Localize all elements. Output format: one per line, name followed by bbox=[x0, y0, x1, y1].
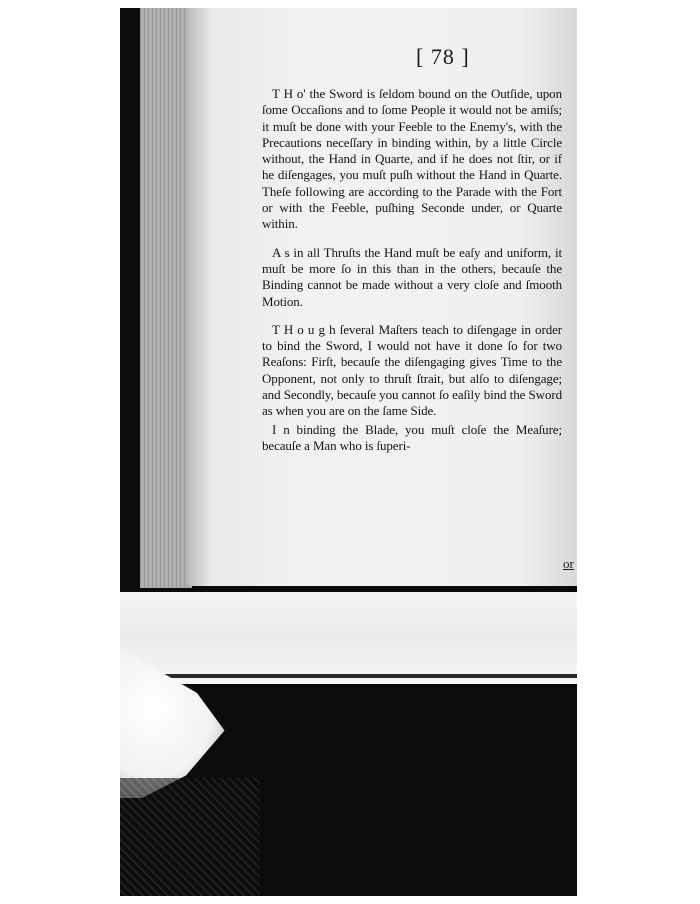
paragraph-4 bbox=[262, 422, 562, 455]
paragraph-lead: I n bbox=[272, 421, 290, 437]
light-band-below-page bbox=[120, 592, 577, 684]
page-body bbox=[262, 86, 562, 456]
paragraph-text: ſeveral Maſters teach to diſengage in order to bind the Sword, I would not have it done ſo for two Reaſons: Firſt, becauſe the diſengaging gives Time to the Opponent, not only to thruſt ſtrait, but alſo to diſengage; and Secondly, becauſe you cannot ſo eaſily bind the Sword as when you are on the ſame Side. bbox=[262, 321, 562, 419]
book-page bbox=[188, 8, 577, 586]
paragraph-text: the Sword is ſeldom bound on the Outſide, upon ſome Occaſions and to ſome People it would not be amiſs; it muſt be done with your Feeble to the Enemy's, with the Precautions neceſſary in binding within, by a little Circle without, the Hand in Quarte, and if he does not ſtir, or if he diſengages, you muſt puſh without the Hand in Quarte. Theſe following are according to the Parade with the Fort or with the Feeble, puſhing Seconde under, or Quarte within. bbox=[262, 86, 562, 232]
page-number: [ 78 ] bbox=[416, 44, 470, 69]
paragraph-text: in all Thruſts the Hand muſt be eaſy and uniform, it muſt be more ſo in this than in the others, becauſe the Binding cannot be made without a very cloſe and ſmooth Motion. bbox=[262, 244, 563, 309]
paragraph-1 bbox=[262, 86, 562, 233]
scanned-book-photo bbox=[120, 8, 577, 896]
paragraph-lead: T H o' bbox=[272, 86, 306, 101]
paragraph-lead: A s bbox=[272, 244, 290, 260]
paragraph-text: binding the Blade, you muſt cloſe the Meaſure; becauſe a Man who is ſuperi- bbox=[262, 421, 562, 453]
fabric-texture bbox=[120, 778, 260, 896]
paragraph-2 bbox=[262, 245, 562, 310]
paragraph-lead: T H o u g h bbox=[272, 321, 336, 337]
catchword: or bbox=[563, 556, 574, 571]
table-edge bbox=[160, 674, 577, 678]
paragraph-3 bbox=[262, 322, 562, 420]
page-stack-edge bbox=[140, 8, 192, 588]
